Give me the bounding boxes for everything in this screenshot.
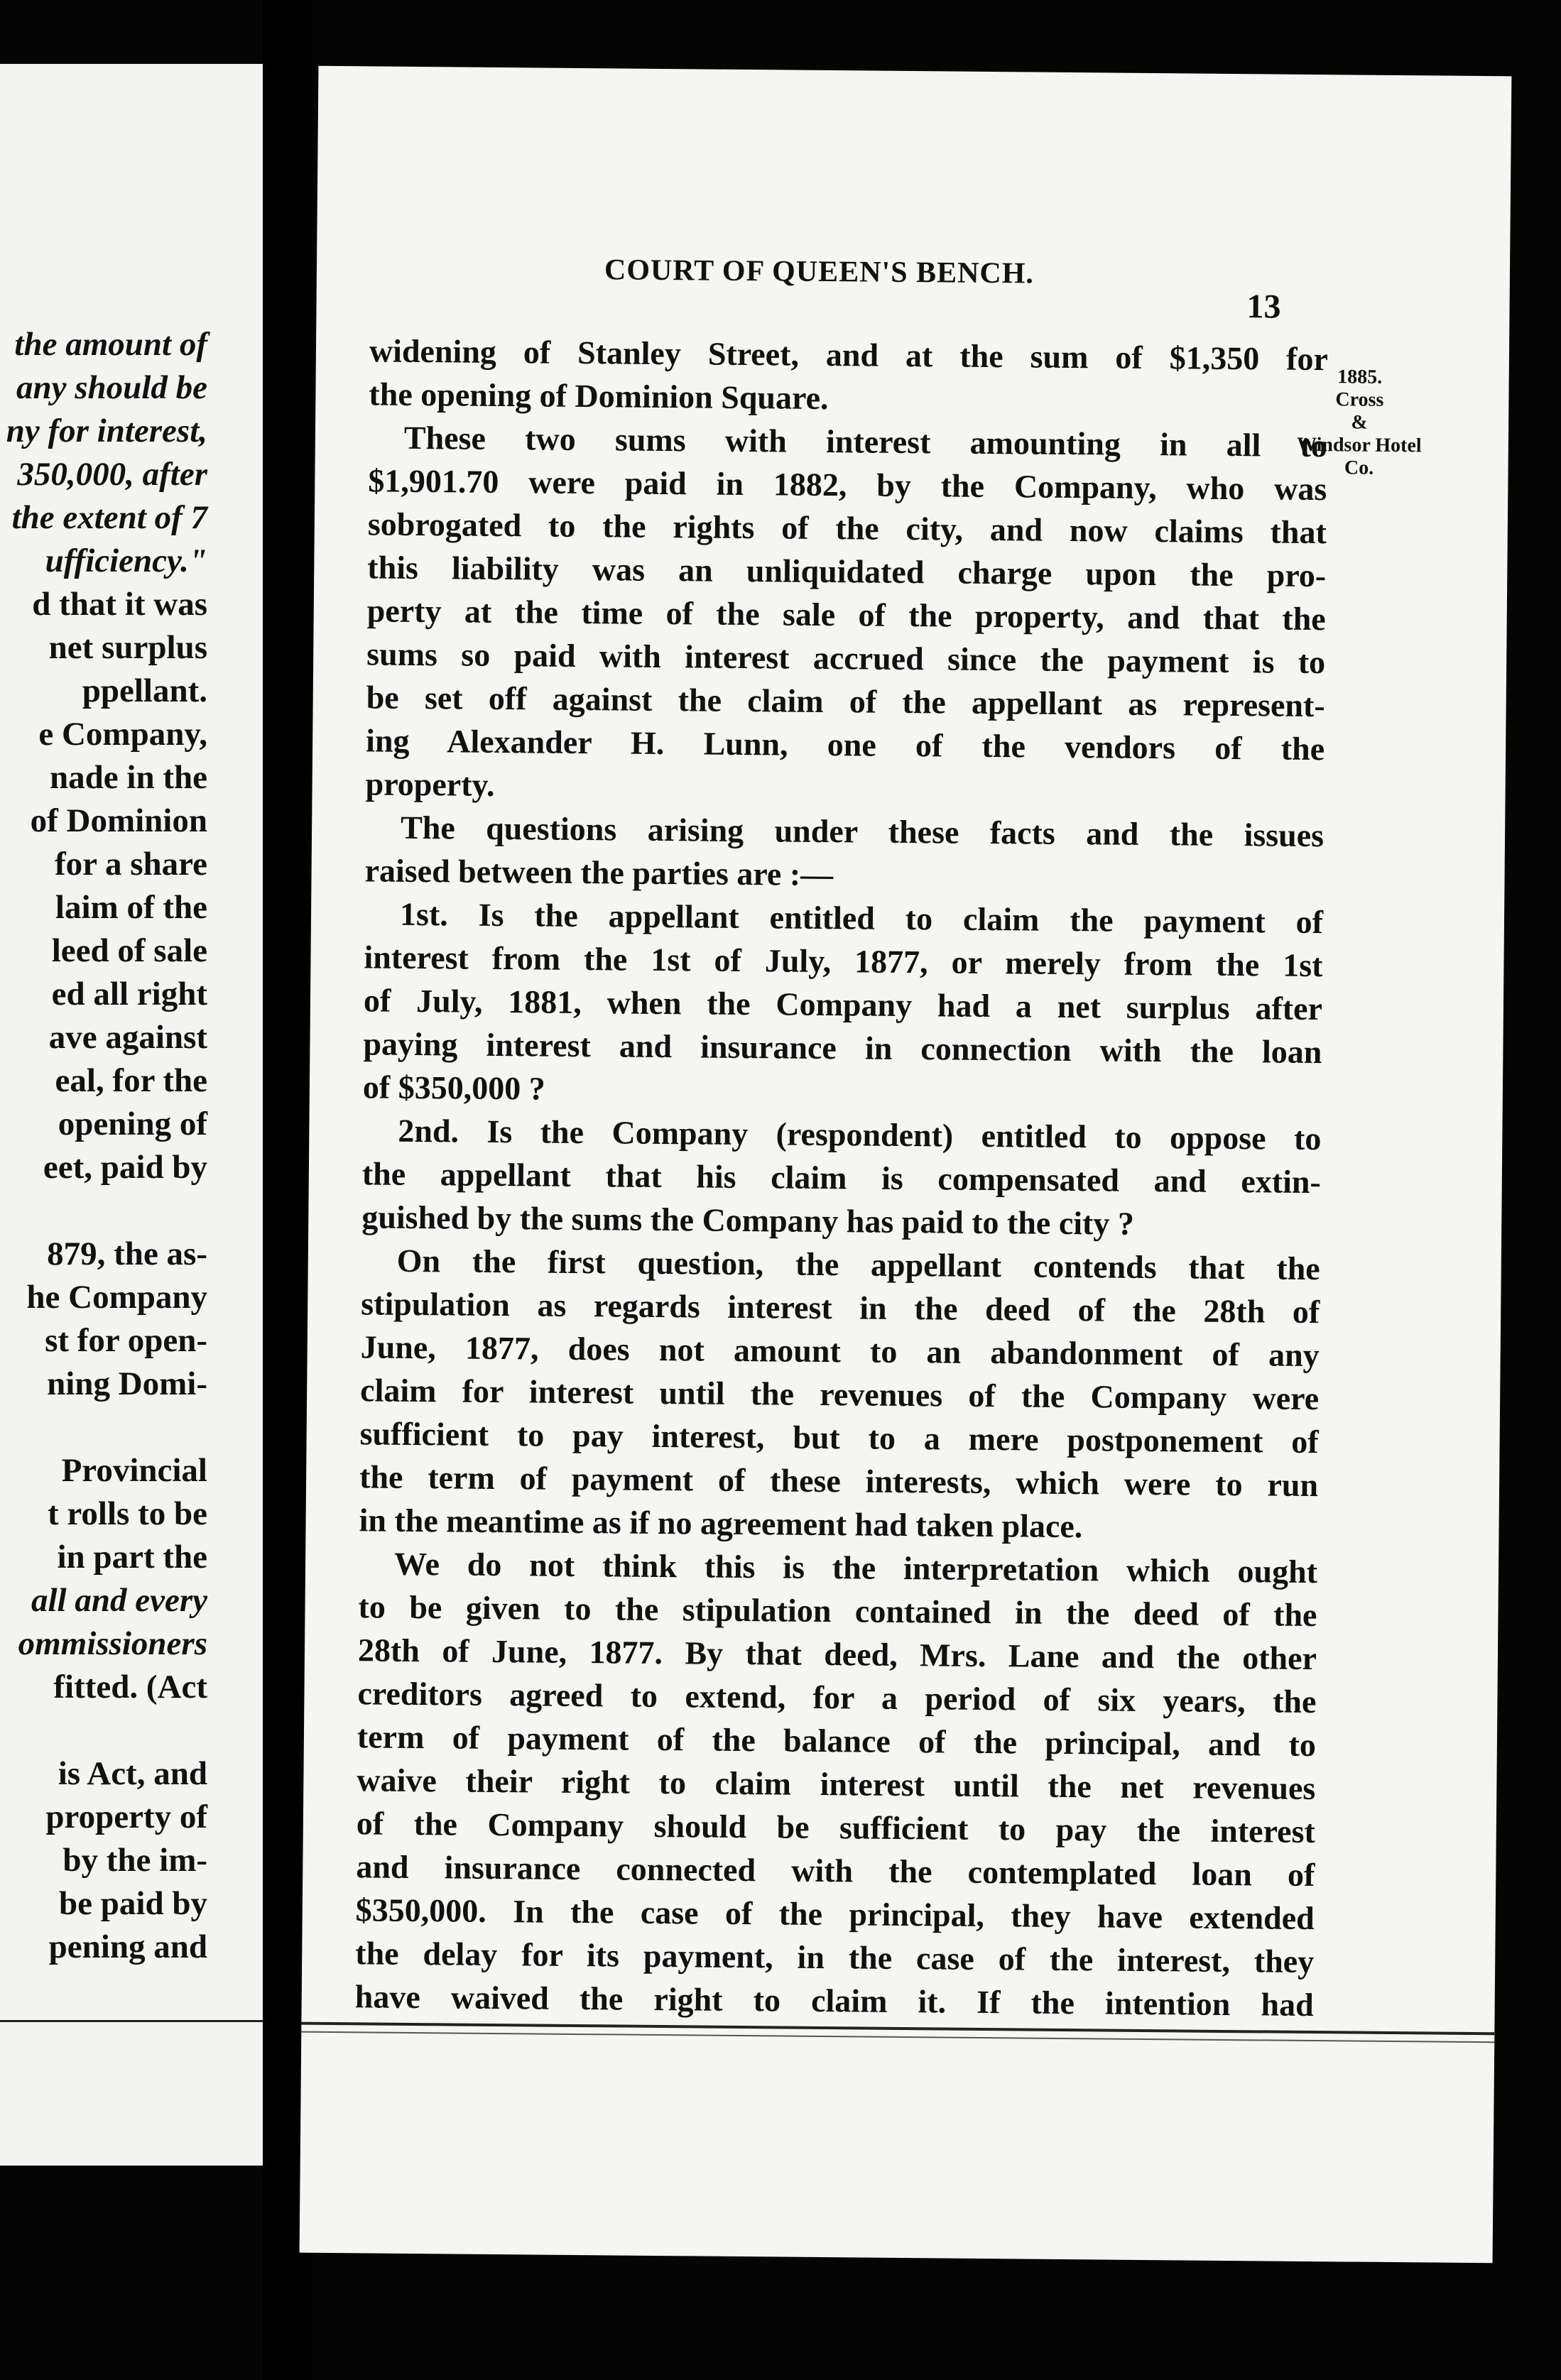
left-text-line: net surplus xyxy=(48,629,207,666)
text-line: interest from the 1st of July, 1877, or merely from the 1st xyxy=(364,939,1323,984)
left-text-line: ed all right xyxy=(51,976,207,1012)
left-text-line: ny for interest, xyxy=(6,413,207,449)
text-line: the appellant that his claim is compensated and extin- xyxy=(361,1155,1322,1201)
text-line: in the meantime as if no agreement had taken place. xyxy=(359,1502,1083,1545)
text-line: of the Company should be sufficient to pay the interest xyxy=(356,1805,1316,1850)
left-text-line: pening and xyxy=(48,1928,207,1965)
left-text-line: of Dominion xyxy=(30,802,207,839)
text-line: and insurance connected with the contemplated loan of xyxy=(356,1848,1315,1894)
margin-note-line: Cross xyxy=(1335,388,1384,411)
text-line: perty at the time of the sale of the property, and that the xyxy=(366,592,1326,638)
page-number: 13 xyxy=(1246,288,1281,326)
text-line: guished by the sums the Company has paid to the city ? xyxy=(361,1199,1135,1242)
left-text-line: 879, the as- xyxy=(47,1235,207,1272)
text-line: claim for interest until the revenues of the Company were xyxy=(359,1372,1320,1417)
left-text-line: the extent of 7 xyxy=(11,499,207,536)
text-line: 28th of June, 1877. By that deed, Mrs. Lane and the other xyxy=(357,1632,1317,1677)
text-line: this liability was an unliquidated charge upon the pro- xyxy=(367,549,1327,594)
margin-note-line: Windsor Hotel xyxy=(1296,433,1422,457)
text-line: waive their right to claim interest until the net revenues xyxy=(357,1762,1316,1807)
left-text-line: ppellant. xyxy=(82,672,207,709)
left-text-line: Provincial xyxy=(61,1452,207,1489)
left-text-line: opening of xyxy=(58,1106,207,1142)
text-line: $350,000. In the case of the principal, they have extended xyxy=(355,1892,1315,1937)
left-text-line: e Company, xyxy=(38,716,207,753)
text-line: property. xyxy=(365,765,495,803)
text-line: the opening of Dominion Square. xyxy=(369,376,829,417)
left-text-line: ave against xyxy=(48,1019,207,1056)
text-line: 2nd. Is the Company (respondent) entitled to oppose to xyxy=(398,1112,1322,1157)
text-line: On the first question, the appellant contends that the xyxy=(396,1242,1320,1287)
left-text-line: for a share xyxy=(55,846,207,883)
text-line: sums so paid with interest accrued since the payment is to xyxy=(366,635,1326,681)
margin-note-line: & xyxy=(1351,411,1368,434)
text-line: term of payment of the balance of the principal, and to xyxy=(357,1718,1317,1764)
text-line: sufficient to pay interest, but to a mere postponement of xyxy=(359,1415,1319,1461)
left-text-line: nade in the xyxy=(50,759,207,796)
left-page-rule xyxy=(0,2020,263,2022)
left-text-line: ufficiency." xyxy=(45,542,207,579)
text-line: raised between the parties are :— xyxy=(364,852,834,893)
text-line: paying interest and insurance in connection with the loan xyxy=(363,1025,1322,1071)
text-line: The questions arising under these facts and the issues xyxy=(400,809,1325,854)
left-text-line: in part the xyxy=(57,1539,207,1576)
text-line: These two sums with interest amounting in all to xyxy=(403,419,1328,464)
left-text-line: be paid by xyxy=(59,1885,207,1922)
running-header: COURT OF QUEEN'S BENCH. xyxy=(604,253,1035,290)
left-text-line: fitted. (Act xyxy=(53,1669,207,1705)
left-text-line: d that it was xyxy=(32,586,207,623)
text-line: June, 1877, does not amount to an abandonment of any xyxy=(360,1328,1320,1374)
text-line: have waived the right to claim it. If the intention had xyxy=(354,1978,1314,2024)
margin-note-year: 1885. xyxy=(1337,366,1383,388)
left-text-line: st for open- xyxy=(45,1322,207,1359)
left-text-line: leed of sale xyxy=(51,932,207,969)
text-line: be set off against the claim of the appellant as represent- xyxy=(366,679,1325,724)
left-text-line: 350,000, after xyxy=(17,456,207,493)
book-page xyxy=(300,66,1512,2264)
text-line: of July, 1881, when the Company had a net surplus after xyxy=(363,982,1323,1027)
left-text-line: property of xyxy=(45,1798,207,1835)
text-line: the delay for its payment, in the case of the interest, they xyxy=(355,1935,1315,1980)
text-line: ing Alexander H. Lunn, one of the vendors of the xyxy=(365,722,1325,768)
text-line: the term of payment of these interests, which were to run xyxy=(359,1458,1319,1504)
text-line: 1st. Is the appellant entitled to claim the payment of xyxy=(399,895,1324,941)
left-text-line: the amount of xyxy=(14,326,207,363)
text-line: stipulation as regards interest in the deed of the 28th of xyxy=(361,1285,1320,1331)
left-text-line: laim of the xyxy=(55,889,207,926)
text-line: to be given to the stipulation contained in the deed of the xyxy=(358,1588,1317,1634)
text-line: $1,901.70 were paid in 1882, by the Company, who was xyxy=(368,462,1327,508)
left-text-line: t rolls to be xyxy=(48,1495,207,1532)
left-text-line: eet, paid by xyxy=(43,1149,207,1186)
left-text-line: eal, for the xyxy=(55,1062,207,1099)
left-page-text xyxy=(0,323,207,1969)
left-page-fragment xyxy=(0,64,263,2166)
left-text-line: all and every xyxy=(31,1582,207,1619)
left-text-line: he Company xyxy=(26,1279,207,1316)
text-line: sobrogated to the rights of the city, and now claims that xyxy=(367,506,1327,551)
margin-note-line: Co. xyxy=(1344,457,1374,479)
text-line: widening of Stanley Street, and at the sum of $1,350 for xyxy=(369,332,1329,378)
text-line: of $350,000 ? xyxy=(362,1069,545,1107)
left-text-line: ommissioners xyxy=(18,1625,207,1662)
left-text-line: by the im- xyxy=(62,1842,207,1879)
body-text xyxy=(354,329,1328,2026)
text-line: We do not think this is the interpretation which ought xyxy=(393,1545,1318,1590)
left-text-line: any should be xyxy=(16,369,207,406)
left-text-line: is Act, and xyxy=(58,1755,207,1792)
text-line: creditors agreed to extend, for a period of six years, the xyxy=(357,1675,1317,1720)
left-text-line: ning Domi- xyxy=(47,1365,207,1402)
